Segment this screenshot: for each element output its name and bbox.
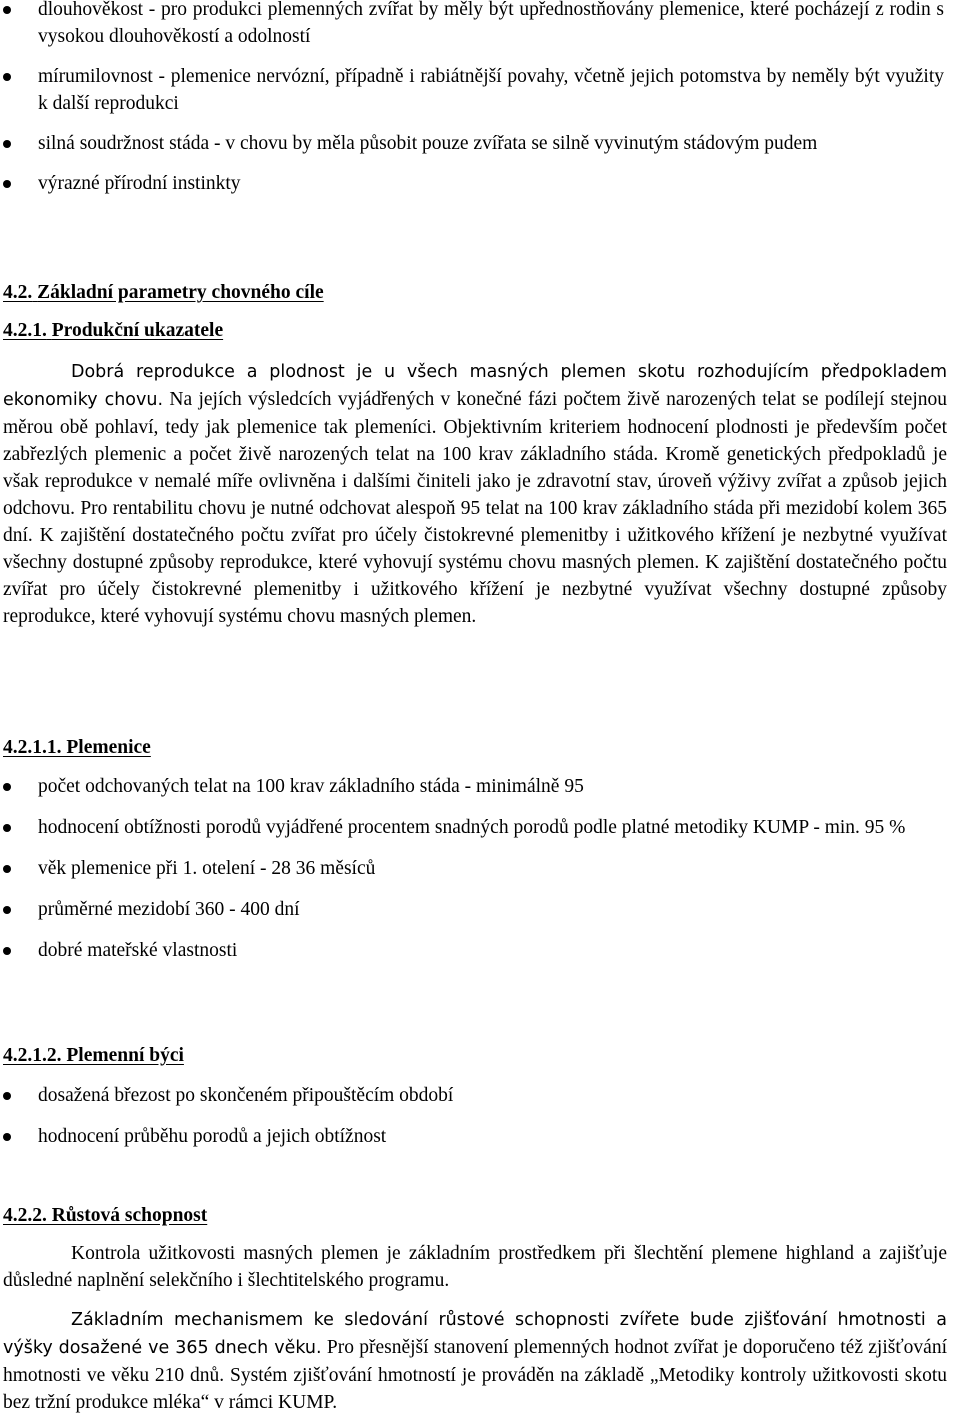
paragraph-body: Pro přesnější stanovení plemenných hodnot zvířat je doporučeno též zjišťování hmotnosti ve věku 210 dnů. Systém zjišťování hmotností je prováděn na základě „Metodiky kontroly užitkovosti skotu bez tržní produkce mléka“ v rámci KUMP.	[3, 1337, 947, 1413]
paragraph-lead: Dobrá reprodukce a plodnost je u všech masných plemen skotu rozhodujícím předpokladem ekonomiky chovu.	[3, 362, 947, 410]
section-heading-4-2	[3, 279, 324, 306]
section-number: 4.2.	[3, 282, 33, 303]
list-item: mírumilovnost - plemenice nervózní, případně i rabiátnější povahy, včetně jejich potomstva by neměly být využity k další reprodukci	[0, 63, 952, 117]
breeding-traits-list	[0, 0, 952, 197]
list-item: věk plemenice při 1. otelení - 28 36 měsíců	[0, 855, 952, 882]
plemenni-byci-list	[0, 1082, 952, 1150]
production-indicators-paragraph	[3, 358, 955, 630]
section-heading-plemenni-byci: 4.2.1.2. Plemenní býci	[3, 1045, 184, 1066]
section-title: Produkční ukazatele	[51, 320, 224, 341]
list-item: počet odchovaných telat na 100 krav základního stáda - minimálně 95	[0, 773, 952, 800]
list-item: průměrné mezidobí 360 - 400 dní	[0, 896, 952, 923]
plemenice-list	[0, 773, 952, 964]
section-title: Základní parametry chovného cíle	[37, 282, 324, 303]
section-heading-plemenice: 4.2.1.1. Plemenice	[3, 737, 151, 758]
paragraph-body: Na jejích výsledcích vyjádřených v konečné fázi počtem živě narozených telat se podílejí stejnou měrou obě pohlaví, tedy jak plemenice tak plemeníci. Objektivním kriteriem hodnocení plodnosti je především počet zabřezlých plemenic a počet živě narozených telat na 100 krav základního stáda. Kromě genetických předpokladů je však reprodukce v nemalé míře ovlivněna i dalšími činiteli jako je zdravotní stav, úroveň výživy zvířat a způsob jejich odchovu. Pro rentabilitu chovu je nutné odchovat alespoň 95 telat na 100 krav základního stáda při mezidobí kolem 365 dní. K zajištění dostatečného počtu zvířat pro účely čistokrevné plemenitby i užitkového křížení je nezbytné využívat všechny dostupné způsoby reprodukce, které vyhovují systému chovu masných plemen. K zajištění dostatečného počtu zvířat pro účely čistokrevné plemenitby i užitkového křížení je nezbytné využívat všechny dostupné způsoby reprodukce, které vyhovují systému chovu masných plemen.	[3, 389, 948, 627]
section-heading-4-2-1	[3, 317, 223, 344]
list-item: výrazné přírodní instinkty	[0, 170, 952, 197]
list-item: silná soudržnost stáda - v chovu by měla působit pouze zvířata se silně vyvinutým stádovým pudem	[0, 130, 952, 157]
list-item: dobré mateřské vlastnosti	[0, 937, 952, 964]
list-item: hodnocení obtížnosti porodů vyjádřené procentem snadných porodů podle platné metodiky KUMP - min. 95 %	[0, 814, 952, 841]
section-number: 4.2.1.	[3, 320, 47, 341]
paragraph-lead: Základním mechanismem ke sledování růstové schopnosti zvířete bude zjišťování hmotnosti a výšky dosažené ve 365 dnech věku.	[3, 1310, 947, 1358]
growth-paragraph-2	[3, 1306, 955, 1416]
section-heading-rustova-schopnost: 4.2.2. Růstová schopnost	[3, 1205, 208, 1226]
growth-paragraph-1: Kontrola užitkovosti masných plemen je základním prostředkem při šlechtění plemene highland a zajišťuje důsledné naplnění selekčního i šlechtitelského programu.	[3, 1243, 947, 1291]
list-item: dlouhověkost - pro produkci plemenných zvířat by měly být upřednostňovány plemenice, které pocházejí z rodin s vysokou dlouhověkostí a odolností	[0, 0, 952, 50]
list-item: hodnocení průběhu porodů a jejich obtížnost	[0, 1123, 952, 1150]
list-item: dosažená březost po skončeném připouštěcím období	[0, 1082, 952, 1109]
